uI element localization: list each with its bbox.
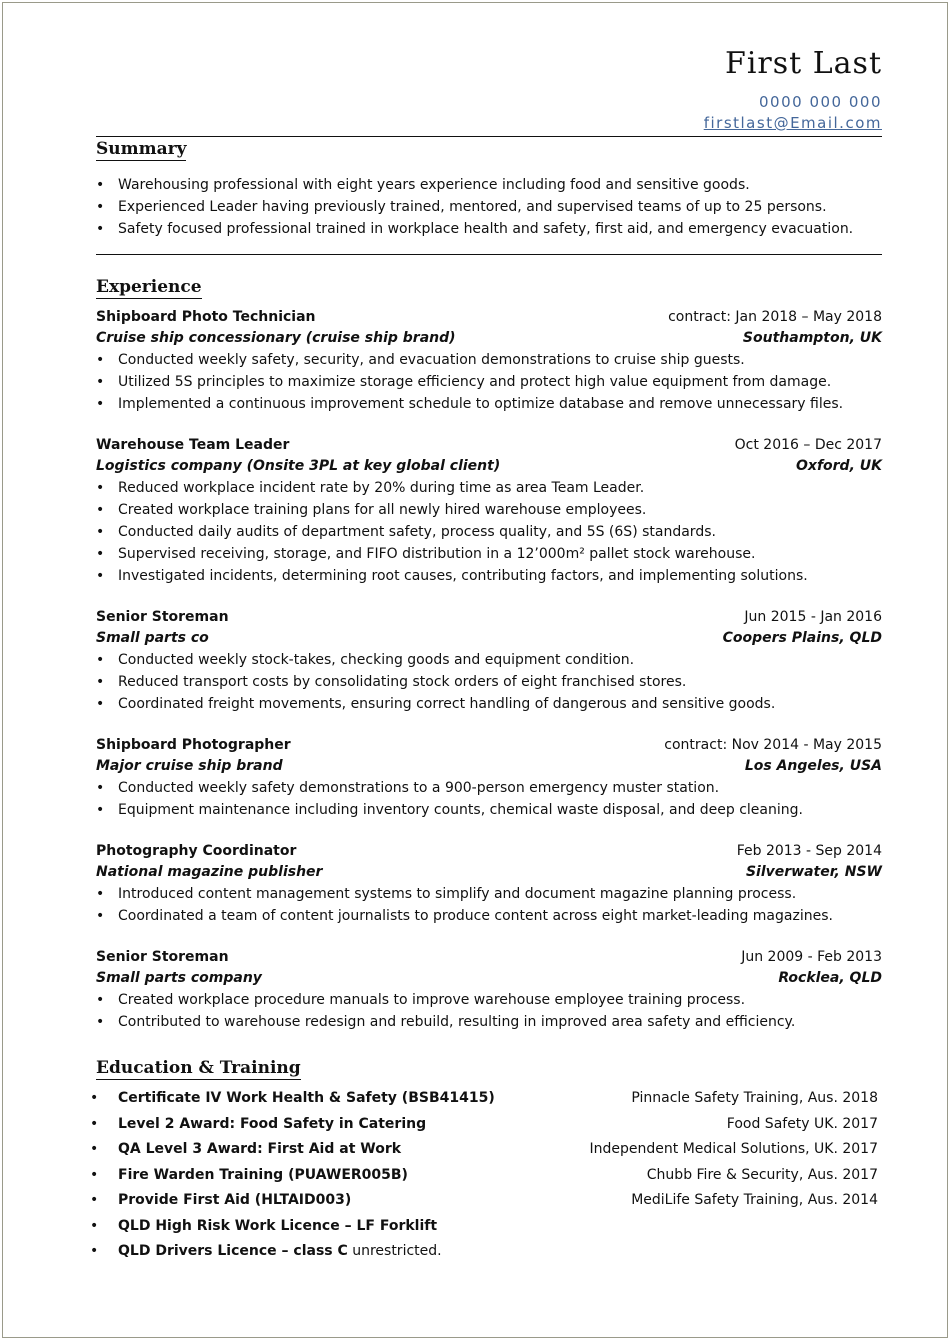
job-bullet: • Reduced workplace incident rate by 20% during time as area Team Leader. <box>96 477 882 499</box>
job-company: Small parts co <box>96 630 209 646</box>
job-bullet: • Created workplace procedure manuals to improve warehouse employee training process. <box>96 989 882 1011</box>
job-bullet: • Introduced content management systems to simplify and document magazine planning process. <box>96 883 882 905</box>
summary-item: • Warehousing professional with eight years experience including food and sensitive goods. <box>96 174 882 196</box>
resume <box>90 40 882 1265</box>
job-title: Shipboard Photographer <box>96 737 291 753</box>
job-dates: contract: Nov 2014 - May 2015 <box>664 737 882 753</box>
education-item: • Provide First Aid (HLTAID003) MediLife Safety Training, Aus. 2014 <box>96 1188 882 1214</box>
job-bullet: • Equipment maintenance including inventory counts, chemical waste disposal, and deep cleaning. <box>96 799 882 821</box>
education-item: • Fire Warden Training (PUAWER005B) Chubb Fire & Security, Aus. 2017 <box>96 1163 882 1189</box>
job-bullet: • Conducted weekly safety demonstrations to a 900-person emergency muster station. <box>96 777 882 799</box>
job-location: Oxford, UK <box>796 458 882 474</box>
candidate-name: First Last <box>725 46 882 81</box>
job-dates: Feb 2013 - Sep 2014 <box>736 843 882 859</box>
education-name: Certificate IV Work Health & Safety (BSB41415) <box>118 1090 495 1106</box>
job-dates: Jun 2009 - Feb 2013 <box>741 949 882 965</box>
summary-item: • Experienced Leader having previously trained, mentored, and supervised teams of up to 25 persons. <box>96 196 882 218</box>
job-location: Coopers Plains, QLD <box>722 630 882 646</box>
education-item: • Level 2 Award: Food Safety in Catering Food Safety UK. 2017 <box>96 1112 882 1138</box>
education-item: • QLD High Risk Work Licence – LF Forklift <box>96 1214 882 1240</box>
education-provider: Pinnacle Safety Training, Aus. 2018 <box>631 1090 878 1106</box>
job-bullet: • Investigated incidents, determining root causes, contributing factors, and implementing solutions. <box>96 565 882 587</box>
job-company: Logistics company (Onsite 3PL at key global client) <box>96 458 501 474</box>
job-company: Cruise ship concessionary (cruise ship brand) <box>96 330 456 346</box>
education-name: QLD High Risk Work Licence – LF Forklift <box>118 1217 438 1234</box>
summary-item: • Safety focused professional trained in workplace health and safety, first aid, and emergency evacuation. <box>96 218 882 240</box>
job-bullet: • Coordinated a team of content journalists to produce content across eight market-leading magazines. <box>96 905 882 927</box>
email-link[interactable]: firstlast@Email.com <box>703 114 882 132</box>
job-bullets <box>96 649 882 715</box>
job-bullet: • Conducted daily audits of department safety, process quality, and 5S (6S) standards. <box>96 521 882 543</box>
education-name: QA Level 3 Award: First Aid at Work <box>118 1141 402 1157</box>
job-dates: Jun 2015 - Jan 2016 <box>744 609 882 625</box>
job-location: Rocklea, QLD <box>778 970 882 986</box>
education-provider <box>878 1239 882 1265</box>
job-company: National magazine publisher <box>96 864 323 880</box>
job-title: Senior Storeman <box>96 609 229 625</box>
education-provider: Independent Medical Solutions, UK. 2017 <box>589 1141 878 1157</box>
job-entry <box>96 435 882 587</box>
education-item: • QA Level 3 Award: First Aid at Work Independent Medical Solutions, UK. 2017 <box>96 1137 882 1163</box>
job-title: Shipboard Photo Technician <box>96 309 316 325</box>
job-entry <box>96 607 882 715</box>
summary-heading: Summary <box>96 139 187 159</box>
education-provider <box>878 1214 882 1240</box>
education-name: Fire Warden Training (PUAWER005B) <box>118 1166 408 1183</box>
education-suffix: unrestricted. <box>347 1243 442 1259</box>
job-entry <box>96 735 882 821</box>
job-bullet: • Contributed to warehouse redesign and rebuild, resulting in improved area safety and efficiency. <box>96 1011 882 1033</box>
job-bullets <box>96 989 882 1033</box>
education-heading: Education & Training <box>96 1058 301 1078</box>
job-location: Southampton, UK <box>742 330 882 346</box>
education-name: Provide First Aid (HLTAID003) <box>118 1192 352 1208</box>
education-name: Level 2 Award: Food Safety in Catering <box>118 1115 427 1132</box>
job-location: Los Angeles, USA <box>744 758 882 774</box>
job-bullet: • Utilized 5S principles to maximize storage efficiency and protect high value equipment from damage. <box>96 371 882 393</box>
job-dates: contract: Jan 2018 – May 2018 <box>668 309 882 325</box>
education-provider: Chubb Fire & Security, Aus. 2017 <box>646 1166 878 1183</box>
job-entry <box>96 841 882 927</box>
job-bullet: • Created workplace training plans for all newly hired warehouse employees. <box>96 499 882 521</box>
job-bullets <box>96 777 882 821</box>
summary-divider <box>96 254 882 255</box>
job-entry <box>96 947 882 1033</box>
experience-heading: Experience <box>96 277 202 297</box>
job-bullets <box>96 477 882 587</box>
education-provider: MediLife Safety Training, Aus. 2014 <box>631 1192 878 1208</box>
summary-list <box>96 174 882 240</box>
job-dates: Oct 2016 – Dec 2017 <box>734 437 882 453</box>
job-entry <box>96 307 882 415</box>
job-bullets <box>96 349 882 415</box>
job-bullet: • Coordinated freight movements, ensuring correct handling of dangerous and sensitive goods. <box>96 693 882 715</box>
job-company: Small parts company <box>96 970 262 986</box>
job-bullet: • Supervised receiving, storage, and FIFO distribution in a 12’000m² pallet stock warehouse. <box>96 543 882 565</box>
job-bullets <box>96 883 882 927</box>
phone-number: 0000 000 000 <box>759 93 882 111</box>
job-location: Silverwater, NSW <box>745 864 882 880</box>
education-item: • Certificate IV Work Health & Safety (BSB41415) Pinnacle Safety Training, Aus. 2018 <box>96 1086 882 1112</box>
job-bullet: • Conducted weekly stock-takes, checking goods and equipment condition. <box>96 649 882 671</box>
job-bullet: • Implemented a continuous improvement schedule to optimize database and remove unnecessary files. <box>96 393 882 415</box>
job-title: Warehouse Team Leader <box>96 437 290 453</box>
header-divider <box>96 136 882 137</box>
education-item: • QLD Drivers Licence – class C unrestricted. <box>96 1239 882 1265</box>
job-title: Photography Coordinator <box>96 843 297 859</box>
job-title: Senior Storeman <box>96 949 229 965</box>
job-bullet: • Reduced transport costs by consolidating stock orders of eight franchised stores. <box>96 671 882 693</box>
education-provider: Food Safety UK. 2017 <box>726 1115 878 1132</box>
education-name: QLD Drivers Licence – class C <box>118 1243 348 1259</box>
job-bullet: • Conducted weekly safety, security, and evacuation demonstrations to cruise ship guests. <box>96 349 882 371</box>
education-list <box>90 1086 882 1265</box>
resume-header <box>96 44 882 133</box>
job-company: Major cruise ship brand <box>96 758 283 774</box>
